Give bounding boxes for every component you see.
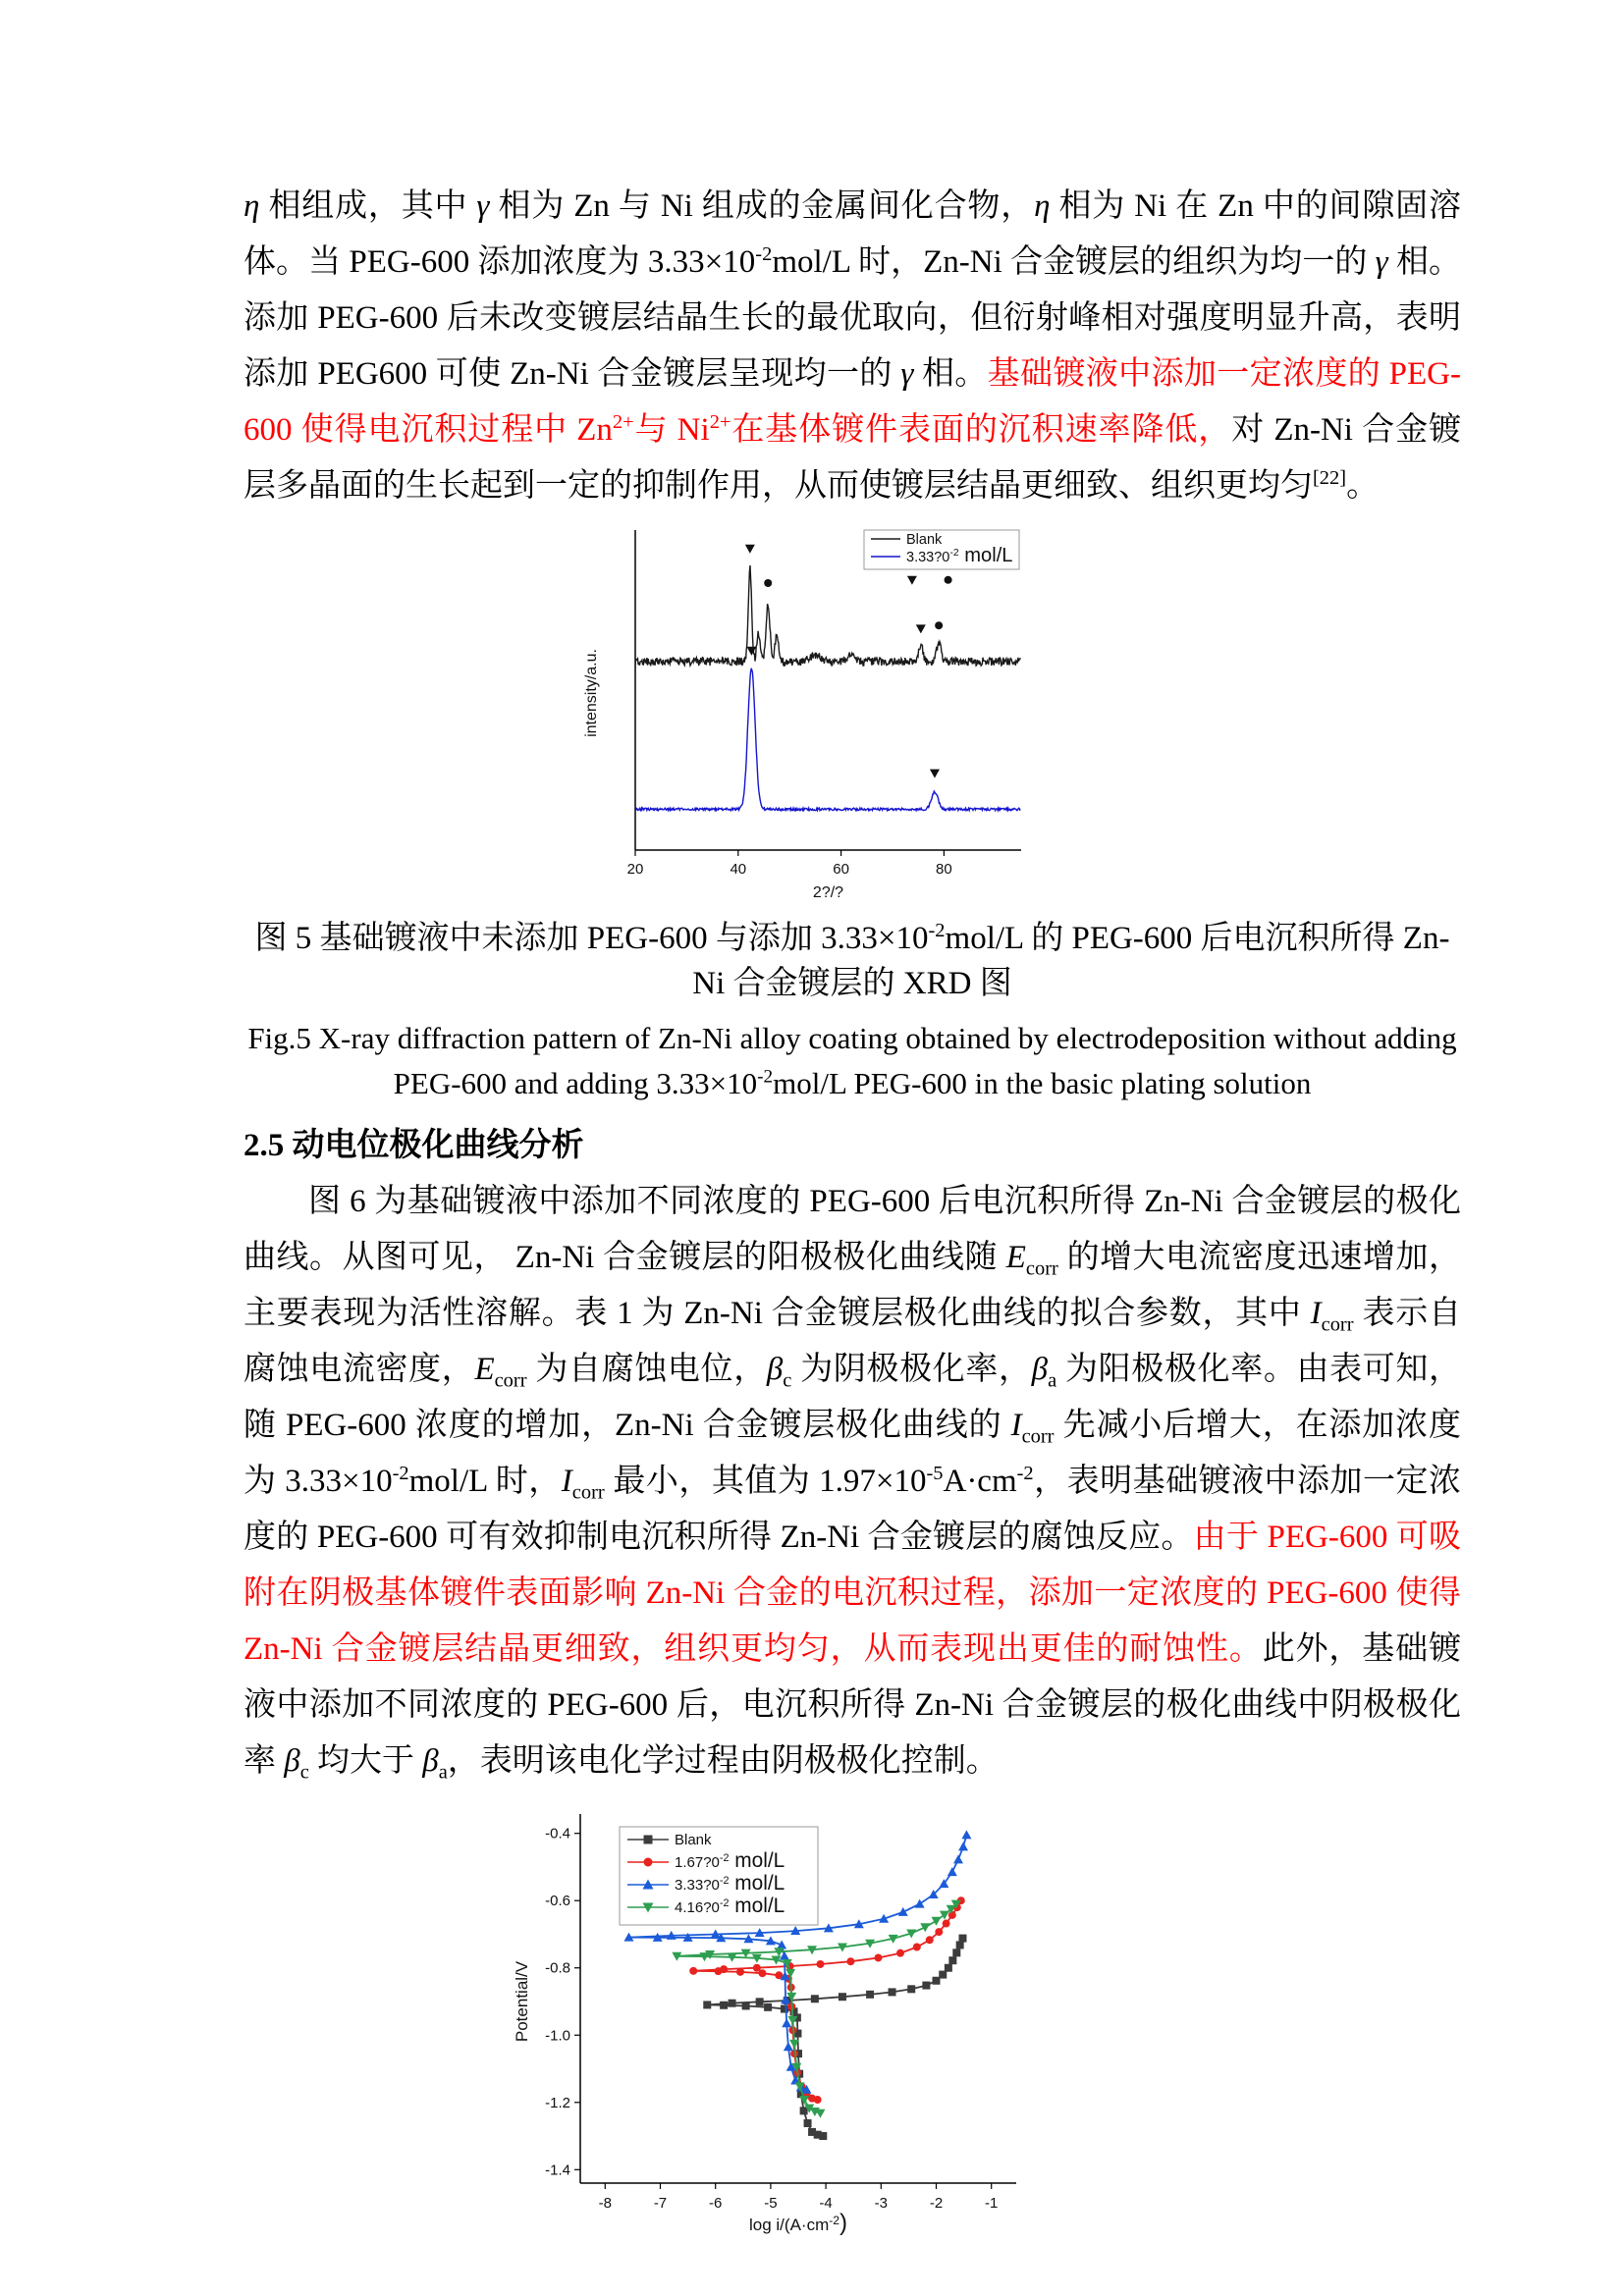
page-content (244, 179, 1461, 2257)
svg-text:2?/?: 2?/? (812, 884, 844, 901)
svg-text:-0.4: -0.4 (545, 1825, 570, 1842)
svg-text:60: 60 (833, 861, 849, 878)
section-heading-2-5: 2.5 动电位极化曲线分析 (244, 1128, 584, 1163)
paragraph-polarization-discussion: 图 6 为基础镀液中添加不同浓度的 PEG-600 后电沉积所得 Zn-Ni 合金镀层的极化曲线。从图可见， Zn-Ni 合金镀层的阳极极化曲线随 $E_{corr}$ 的增大电流密度迅速增加，主要表现为活性溶解。表 1 为 Zn-Ni 合金镀层极化曲线的拟合参数，其中 $I_{corr}$ 表示自腐蚀电流密度，$E_{corr}$ 为自腐蚀电位，$\beta_c$ 为阴极极化率，$\beta_a$ 为阳极极化率。由表可知，随 PEG-600 浓度的增加，Zn-Ni 合金镀层极化曲线的 $I_{corr}$ 先减小后增大，在添加浓度为 $3.33\times 10^{-2}mol/L$ 时，$I_{corr}$ 最小，其值为 $1.97\times 10^{-5}A\cdot cm^{-2}$，表明基础镀液中添加一定浓度的 PEG-600 可有效抑制电沉积所得 Zn-Ni 合金镀层的腐蚀反应。由于 PEG-600 可吸附在阴极基体镀件表面影响 Zn-Ni 合金的电沉积过程，添加一定浓度的 PEG-600 使得 Zn-Ni 合金镀层结晶更细致，组织更均匀，从而表现出更佳的耐蚀性。此外，基础镀液中添加不同浓度的 PEG-600 后，电沉积所得 Zn-Ni 合金镀层的极化曲线中阴极极化率 $\beta_c$ 均大于 $\beta_a$，表明该电化学过程由阴极极化控制。 (244, 1184, 1462, 1784)
svg-text:1.67?0-2 mol/L: $1.67?0^{-2}$ mol/L (675, 1849, 785, 1872)
svg-text:-4: -4 (819, 2195, 833, 2212)
figure-5-caption-en: Fig.5 X-ray diffraction pattern of Zn-Ni alloy coating obtained by electrodeposition without adding PEG-600 and adding $3.33\times 10^{-2}mol/L$ PEG-600 in the basic plating solution (247, 1021, 1457, 1100)
svg-text:-7: -7 (653, 2195, 668, 2212)
svg-text:-0.8: -0.8 (545, 1959, 570, 1977)
svg-text:3.33?0-2 mol/L: $3.33?0^{-2}$ mol/L (675, 1872, 785, 1895)
svg-text:-1.4: -1.4 (545, 2162, 570, 2179)
polarization-chart (504, 1805, 1034, 2252)
svg-text:-5: -5 (764, 2195, 778, 2212)
svg-text:-2: -2 (929, 2195, 944, 2212)
svg-text:intensity/a.u.: intensity/a.u. (583, 649, 600, 737)
xrd-chart (574, 524, 1036, 907)
svg-text:Potential/V: Potential/V (513, 1960, 531, 2043)
svg-text:80: 80 (936, 861, 952, 878)
svg-text:-1.2: -1.2 (545, 2094, 570, 2111)
svg-text:-0.6: -0.6 (545, 1893, 570, 1910)
svg-text:-6: -6 (709, 2195, 723, 2212)
svg-text:-1.0: -1.0 (545, 2027, 570, 2045)
svg-text:Blank: Blank (675, 1832, 712, 1848)
svg-text:-1: -1 (985, 2195, 999, 2212)
paragraph-xrd-discussion: η 相组成，其中 γ 相为 Zn 与 Ni 组成的金属间化合物，η 相为 Ni 在 Zn 中的间隙固溶体。当 PEG-600 添加浓度为 $3.33\times 10^{-2}mol/L$ 时，Zn-Ni 合金镀层的组织为均一的 γ 相。添加 PEG-600 后未改变镀层结晶生长的最优取向，但衍射峰相对强度明显升高，表明添加 PEG600 可使 Zn-Ni 合金镀层呈现均一的 γ 相。基础镀液中添加一定浓度的 PEG-600 使得电沉积过程中 $Zn^{2+}$与 $Ni^{2+}$在基体镀件表面的沉积速率降低，对 Zn-Ni 合金镀层多晶面的生长起到一定的抑制作用，从而使镀层结晶更细致、组织更均匀[22]。 (244, 188, 1462, 504)
svg-text:40: 40 (730, 861, 747, 878)
svg-text:-8: -8 (598, 2195, 612, 2212)
figure-5-xrd (574, 524, 1036, 912)
svg-text:3.33?0-2 mol/L: $3.33?0^{-2}$ mol/L (906, 545, 1013, 566)
svg-text:4.16?0-2 mol/L: $4.16?0^{-2}$ mol/L (675, 1895, 785, 1917)
svg-text:20: 20 (626, 861, 644, 878)
figure-5-caption-zh: 图 5 基础镀液中未添加 PEG-600 与添加 $3.33\times 10^{-2}mol/L$ 的 PEG-600 后电沉积所得 Zn-Ni 合金镀层的 XRD 图 (254, 920, 1450, 1001)
svg-text:log i/(A·cm-2): $\log i/(A\cdot cm^{-2})$ (749, 2211, 847, 2236)
svg-text:-3: -3 (874, 2195, 888, 2212)
figure-6-polarization (504, 1805, 1034, 2257)
svg-text:Blank: Blank (906, 532, 943, 548)
